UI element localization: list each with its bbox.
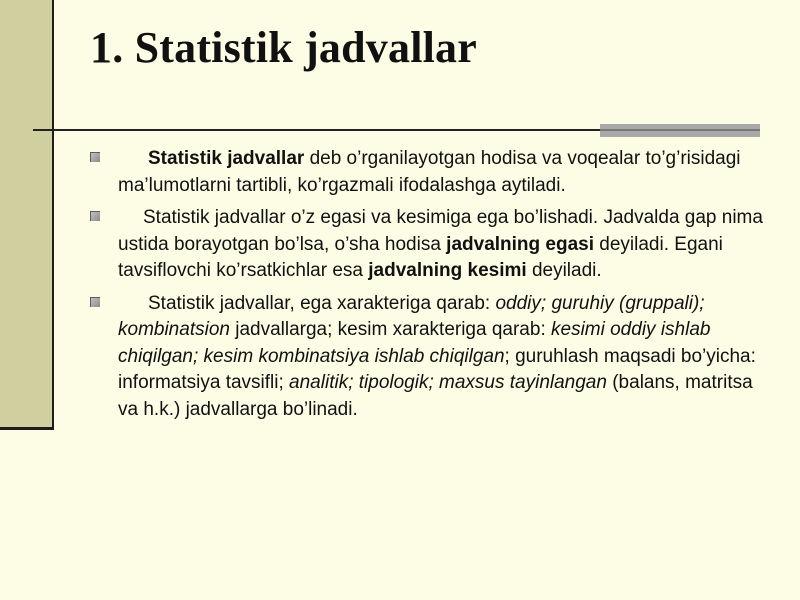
- list-item: [88, 205, 768, 285]
- italic-term: kesimi oddiy ishlab chiqilgan; kesim kombinatsiya ishlab chiqilgan: [118, 319, 711, 367]
- bold-term: jadvalning kesimi: [368, 260, 527, 281]
- item-text: Statistik jadvallar, ega xarakteriga qarab:: [148, 292, 496, 314]
- item-text: jadvallarga; kesim xarakteriga qarab:: [229, 319, 551, 340]
- list-item: [88, 146, 768, 199]
- page-title: 1. Statistik jadvallar: [90, 23, 477, 72]
- square-bullet-icon: [90, 152, 100, 162]
- italic-term: analitik; tipologik; maxsus tayinlangan: [289, 372, 607, 393]
- item-text: deyiladi. Egani tavsiflovchi ko’rsatkichlar esa: [118, 233, 723, 281]
- square-bullet-icon: [90, 297, 100, 307]
- bold-term: Statistik jadvallar: [148, 148, 305, 169]
- bullet-list: [88, 146, 768, 429]
- item-text: deyiladi.: [526, 260, 602, 281]
- item-text: Statistik jadvallar o’z egasi va kesimiga ega bo’lishadi. Jadvalda gap nima ustida borayotgan bo’lsa, o’sha hodisa: [118, 207, 763, 255]
- sidebar-accent: [0, 0, 54, 430]
- item-text: ; guruhlash maqsadi bo’yicha: informatsiya tavsifli;: [118, 345, 756, 393]
- item-text: deb o’rganilayotgan hodisa va voqealar to’g’risidagi ma’lumotlarni tartibli, ko’rgazmali ifodalashga aytiladi.: [118, 148, 741, 196]
- item-text: (balans, matritsa va h.k.) jadvallarga bo’linadi.: [118, 372, 753, 420]
- list-item: [88, 291, 768, 424]
- italic-term: oddiy; guruhiy (gruppali); kombinatsion: [118, 292, 705, 340]
- square-bullet-icon: [90, 211, 100, 221]
- divider-accent-bar: [600, 124, 760, 137]
- bold-term: jadvalning egasi: [446, 233, 594, 255]
